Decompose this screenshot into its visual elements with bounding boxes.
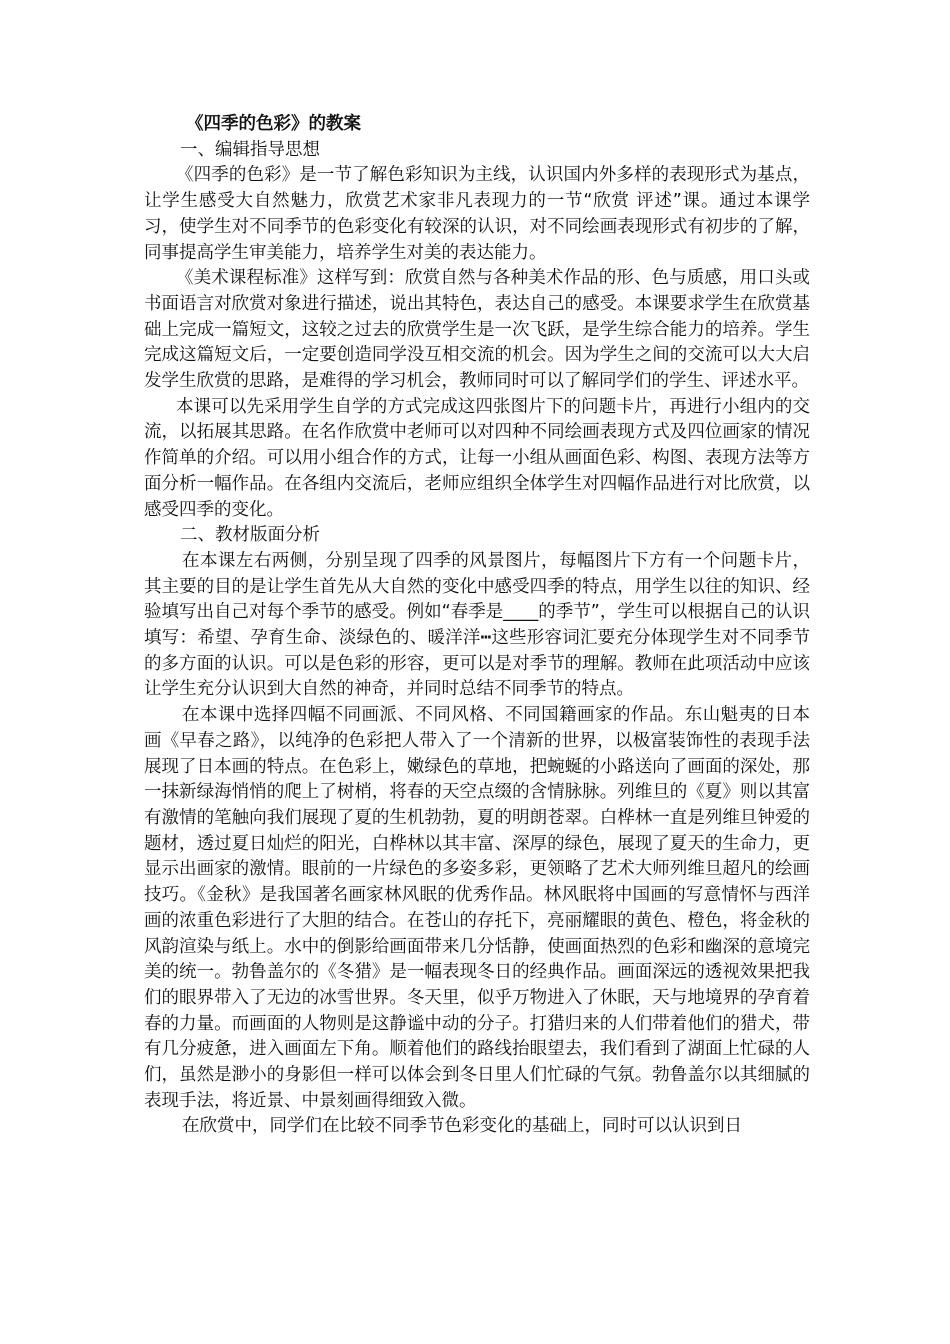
section-heading-guiding-idea: 一、编辑指导思想 <box>180 139 320 160</box>
paragraph: 在本课左右两侧，分别呈现了四季的风景图片，每幅图片下方有一个问题卡片，其主要的目的是让学生首先从大自然的变化中感受四季的特点，用学生以往的知识、经验填写出自己对每个季节的感受。例如“春季是____的季节”，学生可以根据自己的认识填写：希望、孕育生命、淡绿色的、暖洋洋┅这些形容词汇要充分体现学生对不同季节的多方面的认识。可以是色彩的形容，更可以是对季节的理解。教师在此项活动中应该让学生充分认识到大自然的神奇，并同时总结不同季节的特点。 <box>144 550 810 700</box>
paragraph: 在本课中选择四幅不同画派、不同风格、不同国籍画家的作品。东山魁夷的日本画《早春之路》，以纯净的色彩把人带入了一个清新的世界，以极富装饰性的表现手法展现了日本画的特点。在色彩上，嫩绿色的草地，把蜿蜒的小路送向了画面的深处，那一抹新绿海悄悄的爬上了树梢，将春的天空点缀的含情脉脉。列维旦的《夏》则以其富有激情的笔触向我们展现了夏的生机勃勃，夏的明朗苍翠。白桦林一直是列维旦钟爱的题材，透过夏日灿烂的阳光，白桦林以其丰富、深厚的绿色，展现了夏天的生命力，更显示出画家的激情。眼前的一片绿色的多姿多彩，更领略了艺术大师列维旦超凡的绘画技巧。《金秋》是我国著名画家林风眠的优秀作品。林风眠将中国画的写意情怀与西洋画的浓重色彩进行了大胆的结合。在苍山的存托下，亮丽耀眼的黄色、橙色，将金秋的风韵渲染与纸上。水中的倒影给画面带来几分恬静，使画面热烈的色彩和幽深的意境完美的统一。勃鲁盖尔的《冬猎》是一幅表现冬日的经典作品。画面深远的透视效果把我们的眼界带入了无边的冰雪世界。冬天里，似乎万物进入了休眠，天与地境界的孕育着春的力量。而画面的人物则是这静谧中动的分子。打猎归来的人们带着他们的猎犬，带有几分疲惫，进入画面左下角。顺着他们的路线抬眼望去，我们看到了湖面上忙碌的人们，虽然是渺小的身影但一样可以体会到冬日里人们忙碌的气氛。勃鲁盖尔以其细腻的表现手法，将近景、中景刻画得细致入微。 <box>144 705 810 1111</box>
paragraph: 《四季的色彩》是一节了解色彩知识为主线，认识国内外多样的表现形式为基点，让学生感受大自然魅力，欣赏艺术家非凡表现力的一节“欣赏 评述”课。通过本课学习，使学生对不同季节的色彩变化有较深的认识，对不同绘画表现形式有初步的了解，同事提高学生审美能力，培养学生对美的表达能力。 <box>144 165 810 263</box>
document-body <box>144 112 810 1140</box>
document-title: 《四季的色彩》的教案 <box>186 114 361 134</box>
paragraph: 在欣赏中，同学们在比较不同季节色彩变化的基础上，同时可以认识到日 <box>182 1116 742 1137</box>
section-heading-textbook-analysis: 二、教材版面分析 <box>180 525 320 546</box>
paragraph: 本课可以先采用学生自学的方式完成这四张图片下的问题卡片，再进行小组内的交流，以拓展其思路。在名作欣赏中老师可以对四种不同绘画表现方式及四位画家的情况作简单的介绍。可以用小组合作的方式，让每一小组从画面色彩、构图、表现方法等方面分析一幅作品。在各组内交流后，老师应组织全体学生对四幅作品进行对比欣赏，以感受四季的变化。 <box>144 396 810 520</box>
paragraph: 《美术课程标准》这样写到：欣赏自然与各种美术作品的形、色与质感，用口头或书面语言对欣赏对象进行描述，说出其特色，表达自己的感受。本课要求学生在欣赏基础上完成一篇短文，这较之过去的欣赏学生是一次飞跃，是学生综合能力的培养。学生完成这篇短文后，一定要创造同学没互相交流的机会。因为学生之间的交流可以大大启发学生欣赏的思路，是难得的学习机会，教师同时可以了解同学们的学生、评述水平。 <box>144 268 810 392</box>
